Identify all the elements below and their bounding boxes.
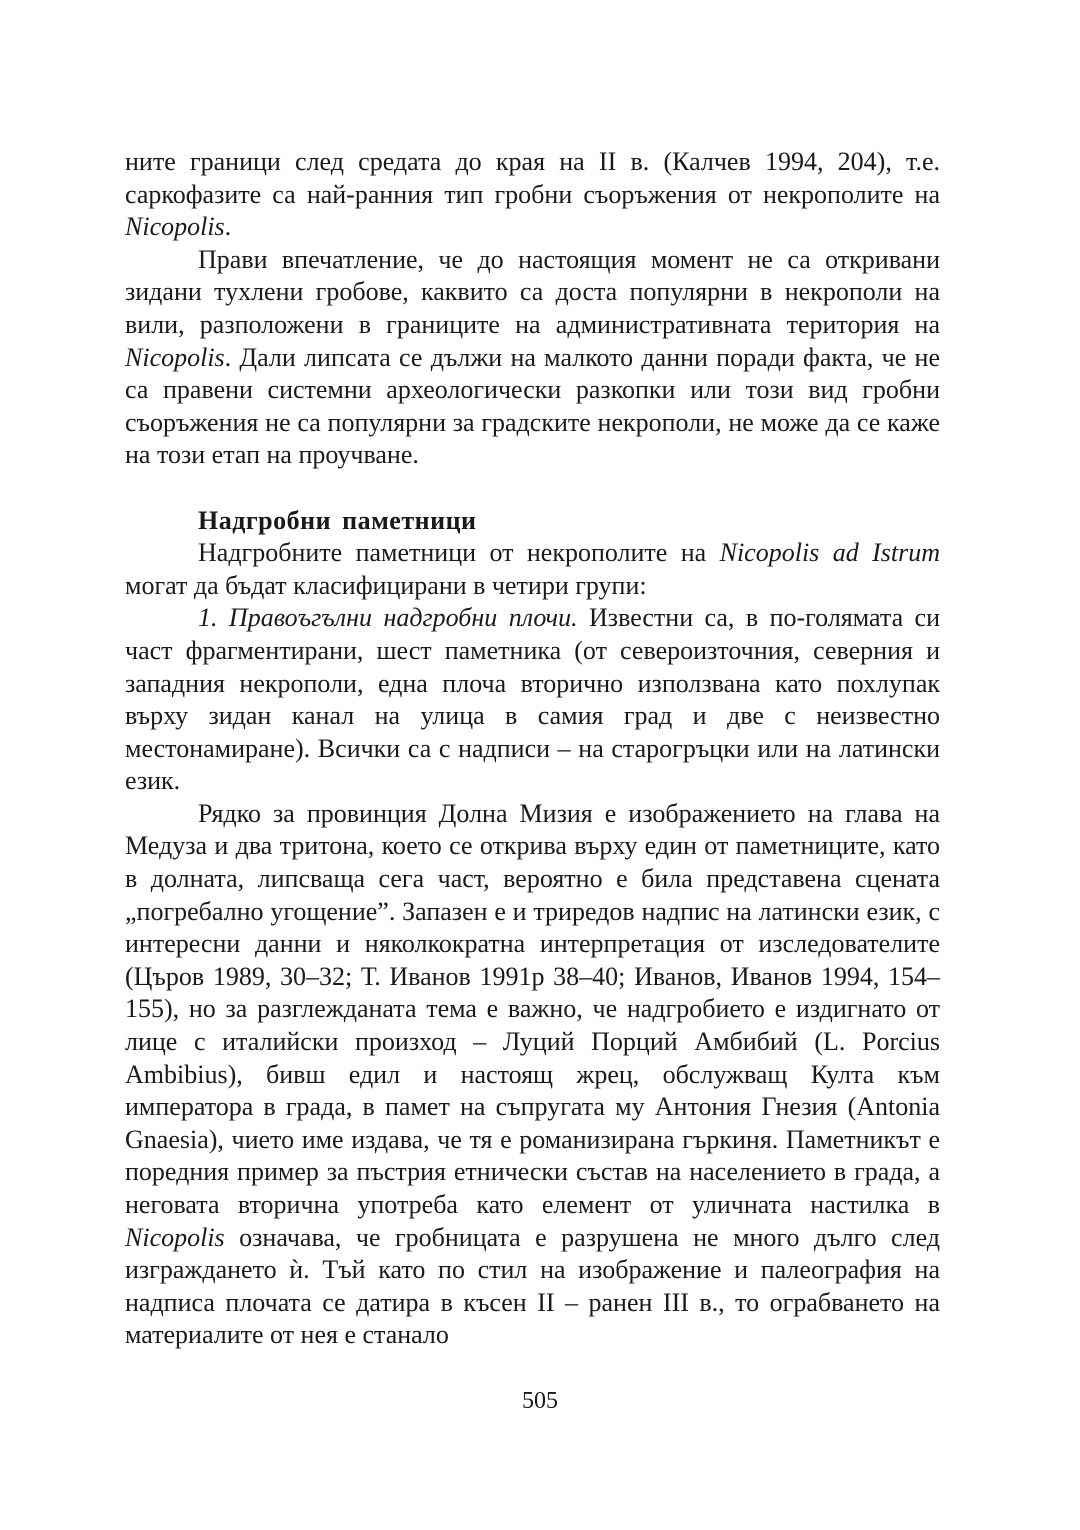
- text-run: Прави впечатление, че до настоящия момент не са откривани зидани тухлени гробове, каквито са доста популярни в некрополи на вили, разположени в границите на административната територия на: [125, 244, 940, 339]
- paragraph-spacer: [125, 472, 940, 505]
- italic-term: Nicopolis: [125, 342, 225, 372]
- italic-term: Nicopolis: [125, 212, 225, 242]
- paragraph-sarcophagi: [125, 146, 940, 244]
- section-heading: Надгробни паметници: [198, 505, 477, 535]
- italic-term: Nicopolis: [125, 1222, 225, 1252]
- page-body: [125, 146, 940, 1352]
- paragraph-brick-graves: [125, 244, 940, 472]
- text-run: ните граници след средата до края на II в. (Калчев 1994, 204), т.е. саркофазите са най-ранния тип гробни съоръжения от некрополите на: [125, 147, 940, 209]
- text-run: .: [224, 212, 232, 242]
- text-run: Рядко за провинция Долна Мизия е изображението на глава на Медуза и два тритона, което се открива върху един от паметниците, като в долната, липсваща сега част, вероятно е била представена сцената „погребално угощение”. Запазен е и триредов надпис на латински език, с интересни данни и няколкократна интерпретация от изследователите (Църов 1989, 30–32; Т. Иванов 1991р 38–40; Иванов, Иванов 1994, 154–155), но за разглежданата тема е важно, че надгробието е издигнато от лице с италийски произход – Луций Порций Амбибий (L. Porcius Ambibius), бивш едил и настоящ жрец, обслужващ Култа към императора в града, в памет на съпругата му Антония Гнезия (Antonia Gnaesia), чието име издава, че тя е романизирана гъркиня. Паметникът е поредния пример за пъстрия етнически състав на населението в града, а неговата вторична употреба като елемент от уличната настилка в: [125, 798, 940, 1219]
- text-run: означава, че гробницата е разрушена не много дълго след изграждането ѝ. Тъй като по стил на изображение и палеография на надписа плочата се датира в късен II – ранен III в., то ограбването на материалите от нея е станало: [125, 1222, 940, 1350]
- text-run: . Дали липсата се дължи на малкото данни поради факта, че не са правени системни археологически разкопки или този вид гробни съоръжения не са популярни за градските некрополи, не може да се каже на този етап на проучване.: [125, 342, 940, 470]
- text-run: могат да бъдат класифицирани в четири групи:: [125, 570, 647, 600]
- paragraph-medusa: [125, 798, 940, 1352]
- text-run: Известни са, в по-голямата си част фрагментирани, шест паметника (от североизточния, северния и западния некрополи, една плоча вторично използвана като похлупак върху зидан канал на улица в самия град и две с неизвестно местонамиране). Всички са с надписи – на старогръцки или на латински език.: [125, 603, 940, 796]
- italic-term: Nicopolis ad Istrum: [719, 538, 940, 568]
- paragraph-group-one: [125, 602, 940, 798]
- italic-subheading: 1. Правоъгълни надгробни плочи.: [198, 603, 578, 633]
- page-number: 505: [522, 1388, 558, 1414]
- text-run: Надгробните паметници от некрополите на: [198, 538, 720, 568]
- paragraph-classification: [125, 537, 940, 602]
